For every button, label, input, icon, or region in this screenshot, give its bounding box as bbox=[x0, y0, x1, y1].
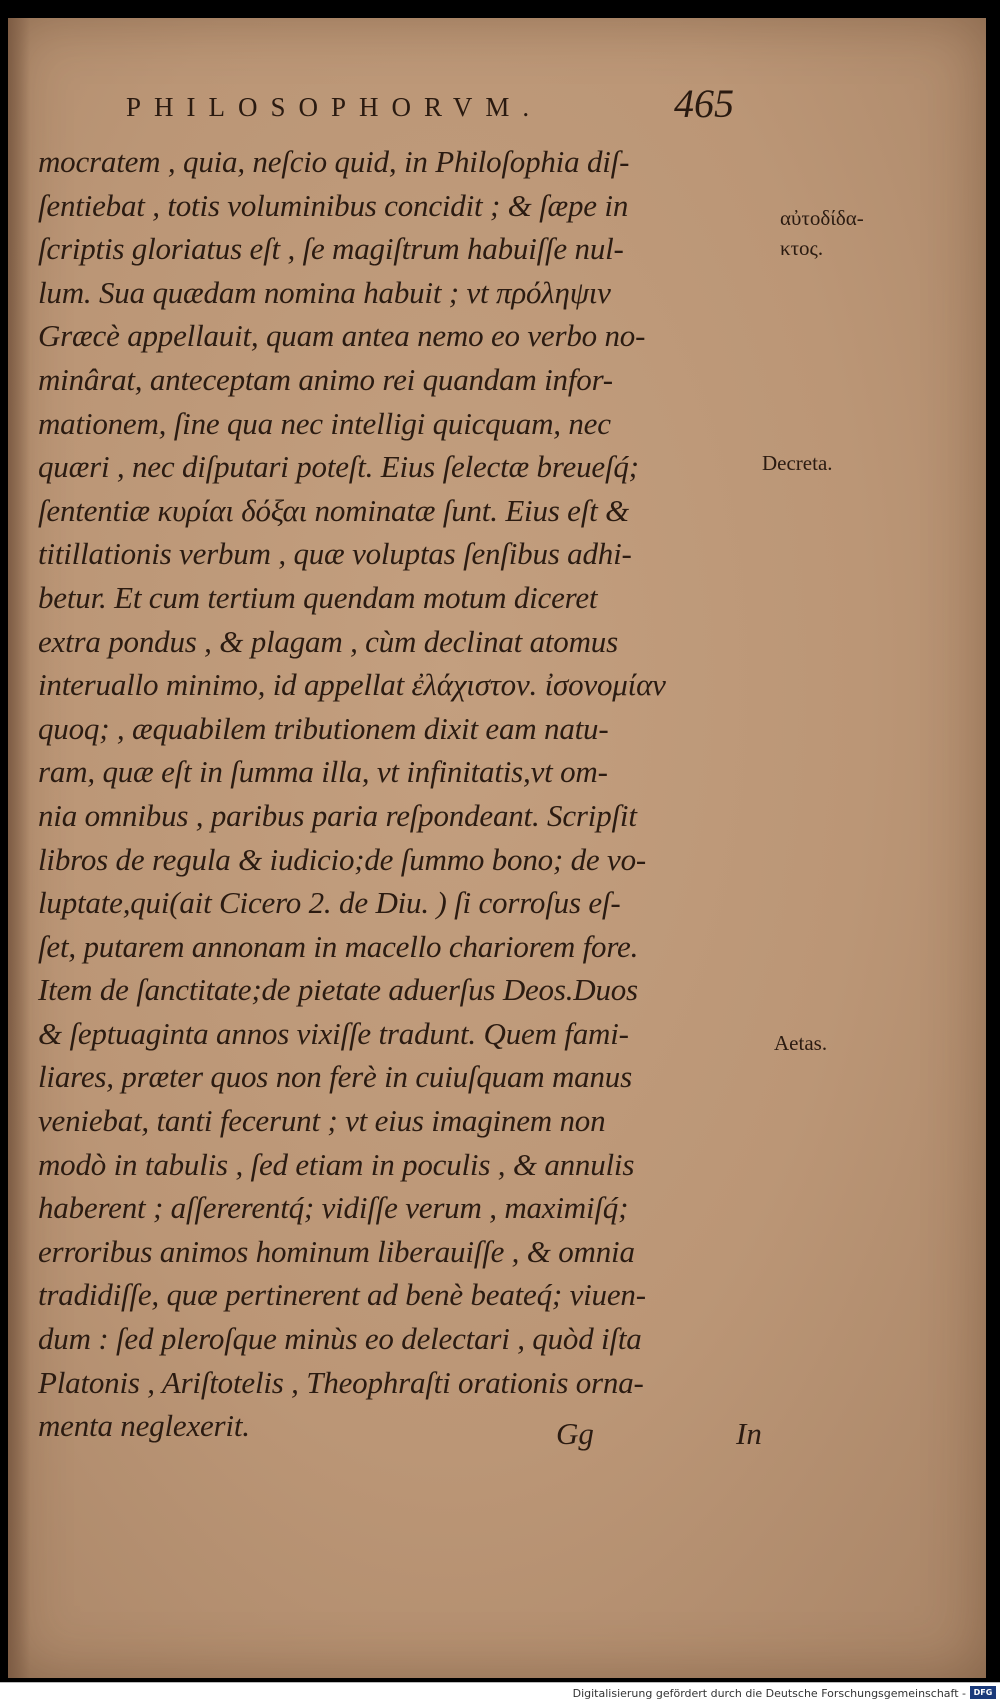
text-line: titillationis verbum , quæ voluptas ſenſibus adhi- bbox=[38, 536, 632, 572]
text-line: erroribus animos hominum liberauiſſe , & omnia bbox=[38, 1233, 635, 1269]
text-line: ſententiæ κυρίαι δόξαι nominatæ ſunt. Eius eſt & bbox=[38, 492, 630, 528]
text-line: minârat, anteceptam animo rei quandam infor- bbox=[38, 361, 613, 397]
marginal-note-decreta bbox=[762, 448, 833, 478]
book-page bbox=[8, 18, 986, 1678]
text-line: interuallo minimo, id appellat ἐλάχιστον. ἰσονομίαν bbox=[38, 667, 666, 703]
text-line: quæri , nec diſputari poteſt. Eius ſelectæ breueſq́; bbox=[38, 449, 639, 485]
text-line: lum. Sua quædam nomina habuit ; vt πρόληψιν bbox=[38, 274, 611, 310]
dfg-logo[interactable]: DFG bbox=[970, 1686, 996, 1699]
marginal-note-text: Decreta. bbox=[762, 451, 833, 475]
catchword: In bbox=[736, 1416, 762, 1451]
text-line: nia omnibus , paribus paria reſpondeant. Scripſit bbox=[38, 797, 637, 833]
text-line: libros de regula & iudicio;de ſummo bono; de vo- bbox=[38, 841, 646, 877]
marginal-note-aetas bbox=[774, 1028, 827, 1058]
digitization-footer bbox=[0, 1682, 1000, 1703]
text-line: dum : ſed pleroſque minùs eo delectari , quòd iſta bbox=[38, 1321, 642, 1357]
text-line: extra pondus , & plagam , cùm declinat atomus bbox=[38, 623, 618, 659]
text-line: menta neglexerit. bbox=[38, 1408, 250, 1444]
text-line: ſet, putarem annonam in macello chariorem fore. bbox=[38, 928, 639, 964]
marginal-note-text: αὐτοδίδα- κτος. bbox=[780, 206, 864, 260]
text-line: ram, quæ eſt in ſumma illa, vt infinitatis,vt om- bbox=[38, 754, 608, 790]
text-line: tradidiſſe, quæ pertinerent ad benè beateq́; viuen- bbox=[38, 1277, 646, 1313]
marginal-note-text: Aetas. bbox=[774, 1031, 828, 1055]
text-line: mocratem , quia, neſcio quid, in Philoſophia diſ- bbox=[38, 144, 630, 179]
text-line: haberent ; aſſererentq́; vidiſſe verum , maximiſq́; bbox=[38, 1190, 629, 1226]
signature-mark: Gg bbox=[556, 1416, 594, 1451]
text-line: mationem, ſine qua nec intelligi quicquam, nec bbox=[38, 405, 611, 441]
text-line: Græcè appellauit, quam antea nemo eo verbo no- bbox=[38, 318, 646, 354]
text-line: liares, præter quos non ferè in cuiuſquam manus bbox=[38, 1059, 632, 1095]
text-line: veniebat, tanti fecerunt ; vt eius imaginem non bbox=[38, 1103, 606, 1139]
footer-credit: Digitalisierung gefördert durch die Deutsche Forschungsgemeinschaft - bbox=[572, 1687, 966, 1700]
body-text bbox=[38, 140, 768, 1448]
marginal-note-autodidaktos bbox=[780, 203, 864, 263]
text-line: & ſeptuaginta annos vixiſſe tradunt. Quem fami- bbox=[38, 1015, 629, 1051]
text-line: Platonis , Ariſtotelis , Theophraſti orationis orna- bbox=[38, 1364, 644, 1400]
text-line: ſentiebat , totis voluminibus concidit ; & ſæpe in bbox=[38, 187, 629, 223]
page-number: 465 bbox=[674, 81, 734, 126]
text-line: betur. Et cum tertium quendam motum diceret bbox=[38, 579, 598, 615]
text-line: luptate,qui(ait Cicero 2. de Diu. ) ſi corroſus eſ- bbox=[38, 885, 621, 921]
text-line: Item de ſanctitate;de pietate aduerſus Deos.Duos bbox=[38, 972, 638, 1008]
text-line: ſcriptis gloriatus eſt , ſe magiſtrum habuiſſe nul- bbox=[38, 231, 624, 267]
running-head: PHILOSOPHORVM. bbox=[126, 92, 543, 122]
text-line: quoq; , æquabilem tributionem dixit eam natu- bbox=[38, 710, 609, 746]
page-header bbox=[126, 80, 746, 140]
text-line: modò in tabulis , ſed etiam in poculis , & annulis bbox=[38, 1146, 635, 1182]
